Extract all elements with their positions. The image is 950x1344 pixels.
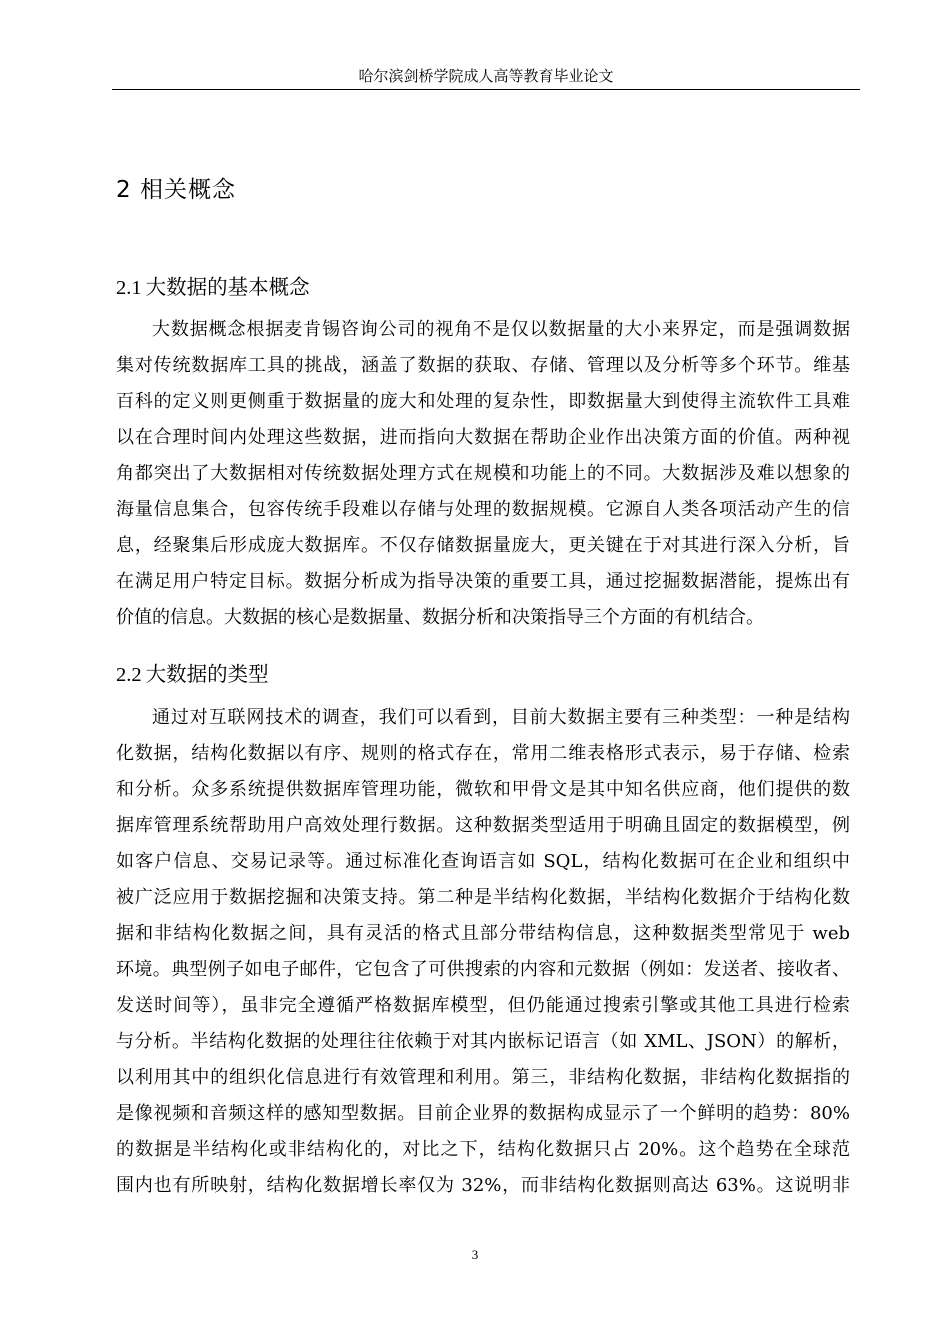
section-heading-text: 大数据的类型: [145, 662, 269, 686]
header-rule: [112, 89, 860, 90]
paragraph-line: 集对传统数据库工具的挑战，涵盖了数据的获取、存储、管理以及分析等多个环节。维基: [116, 355, 850, 376]
section-2-1-title: [116, 271, 310, 304]
paragraph-line: 发送时间等），虽非完全遵循严格数据库模型，但仍能通过搜索引擎或其他工具进行检索: [116, 995, 850, 1016]
paragraph-line: 在满足用户特定目标。数据分析成为指导决策的重要工具，通过挖掘数据潜能，提炼出有: [116, 571, 850, 592]
paragraph-line: 和分析。众多系统提供数据库管理功能，微软和甲骨文是其中知名供应商，他们提供的数: [116, 779, 850, 800]
page-number: 3: [471, 1247, 479, 1262]
paragraph-line: 化数据，结构化数据以有序、规则的格式存在，常用二维表格形式表示，易于存储、检索: [116, 743, 850, 764]
paragraph-line: 与分析。半结构化数据的处理往往依赖于对其内嵌标记语言（如 XML、JSON）的解析，: [116, 1031, 850, 1052]
chapter-title: 2 相关概念: [116, 177, 236, 203]
paragraph-line: 息，经聚集后形成庞大数据库。不仅存储数据量庞大，更关键在于对其进行深入分析，旨: [116, 535, 850, 556]
paragraph-line: 海量信息集合，包容传统手段难以存储与处理的数据规模。它源自人类各项活动产生的信: [116, 499, 850, 520]
paragraph-line: 环境。典型例子如电子邮件，它包含了可供搜索的内容和元数据（例如：发送者、接收者、: [116, 959, 850, 980]
paragraph-line: 的数据是半结构化或非结构化的，对比之下，结构化数据只占 20%。这个趋势在全球范: [116, 1139, 850, 1160]
paragraph-line: 以利用其中的组织化信息进行有效管理和利用。第三，非结构化数据，非结构化数据指的: [116, 1067, 850, 1088]
paragraph-line: 被广泛应用于数据挖掘和决策支持。第二种是半结构化数据，半结构化数据介于结构化数: [116, 887, 850, 908]
paragraph-line: 据和非结构化数据之间，具有灵活的格式且部分带结构信息，这种数据类型常见于 web: [116, 923, 850, 944]
section-number: 2.1: [116, 277, 142, 299]
section-heading-text: 大数据的基本概念: [145, 275, 310, 299]
section-number: 2.2: [116, 664, 142, 686]
paragraph-line: 如客户信息、交易记录等。通过标准化查询语言如 SQL，结构化数据可在企业和组织中: [116, 851, 850, 872]
paragraph-line: 据库管理系统帮助用户高效处理行数据。这种数据类型适用于明确且固定的数据模型，例: [116, 815, 850, 836]
section-2-2-title: [116, 658, 269, 691]
running-header: 哈尔滨剑桥学院成人高等教育毕业论文: [358, 67, 614, 85]
paragraph-line: 是像视频和音频这样的感知型数据。目前企业界的数据构成显示了一个鲜明的趋势：80%: [116, 1103, 850, 1124]
paragraph-line: 围内也有所映射，结构化数据增长率仅为 32%，而非结构化数据则高达 63%。这说明非: [116, 1175, 850, 1196]
paragraph-line: 通过对互联网技术的调查，我们可以看到，目前大数据主要有三种类型：一种是结构: [152, 707, 850, 728]
paragraph-line: 以在合理时间内处理这些数据，进而指向大数据在帮助企业作出决策方面的价值。两种视: [116, 427, 850, 448]
paragraph-line: 大数据概念根据麦肯锡咨询公司的视角不是仅以数据量的大小来界定，而是强调数据: [152, 319, 850, 340]
paragraph-line: 角都突出了大数据相对传统数据处理方式在规模和功能上的不同。大数据涉及难以想象的: [116, 463, 850, 484]
paragraph-line: 价值的信息。大数据的核心是数据量、数据分析和决策指导三个方面的有机结合。: [116, 607, 764, 628]
paragraph-line: 百科的定义则更侧重于数据量的庞大和处理的复杂性，即数据量大到使得主流软件工具难: [116, 391, 850, 412]
